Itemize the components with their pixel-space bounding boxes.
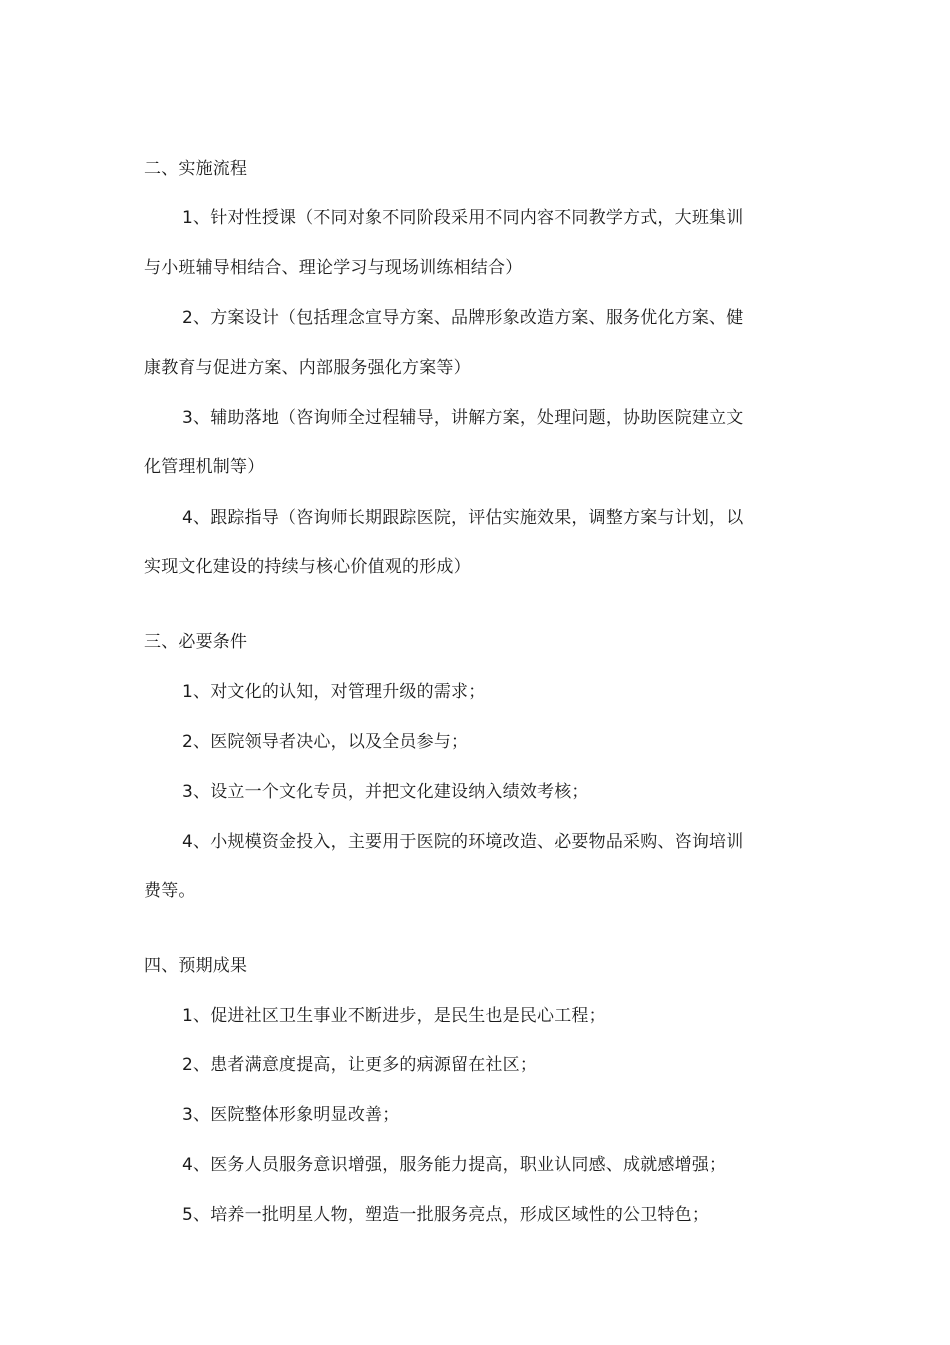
list-item-line: 3、辅助落地（咨询师全过程辅导，讲解方案，处理问题，协助医院建立文 (182, 408, 744, 428)
list-item-line: 3、设立一个文化专员，并把文化建设纳入绩效考核； (182, 782, 589, 802)
list-item-line: 4、跟踪指导（咨询师长期跟踪医院，评估实施效果，调整方案与计划，以 (182, 508, 744, 528)
list-item-line: 与小班辅导相结合、理论学习与现场训练相结合） (144, 258, 523, 278)
list-item-line: 化管理机制等） (144, 457, 265, 477)
list-item-line: 3、医院整体形象明显改善； (182, 1105, 400, 1125)
section-heading-expected-results: 四、预期成果 (144, 956, 248, 976)
list-item-line: 2、患者满意度提高，让更多的病源留在社区； (182, 1055, 538, 1075)
list-item-line: 4、小规模资金投入，主要用于医院的环境改造、必要物品采购、咨询培训 (182, 832, 744, 852)
list-item-line: 康教育与促进方案、内部服务强化方案等） (144, 358, 471, 378)
section-heading-requirements: 三、必要条件 (144, 632, 248, 652)
list-item-line: 2、方案设计（包括理念宣导方案、品牌形象改造方案、服务优化方案、健 (182, 308, 744, 328)
list-item-line: 费等。 (144, 881, 196, 901)
section-heading-implementation: 二、实施流程 (144, 159, 248, 179)
list-item-line: 1、促进社区卫生事业不断进步，是民生也是民心工程； (182, 1006, 606, 1026)
list-item-line: 2、医院领导者决心，以及全员参与； (182, 732, 469, 752)
list-item-line: 实现文化建设的持续与核心价值观的形成） (144, 557, 471, 577)
list-item-line: 1、针对性授课（不同对象不同阶段采用不同内容不同教学方式，大班集训 (182, 208, 744, 228)
list-item-line: 1、对文化的认知，对管理升级的需求； (182, 682, 486, 702)
list-item-line: 5、培养一批明星人物，塑造一批服务亮点，形成区域性的公卫特色； (182, 1205, 710, 1225)
list-item-line: 4、医务人员服务意识增强，服务能力提高，职业认同感、成就感增强； (182, 1155, 727, 1175)
